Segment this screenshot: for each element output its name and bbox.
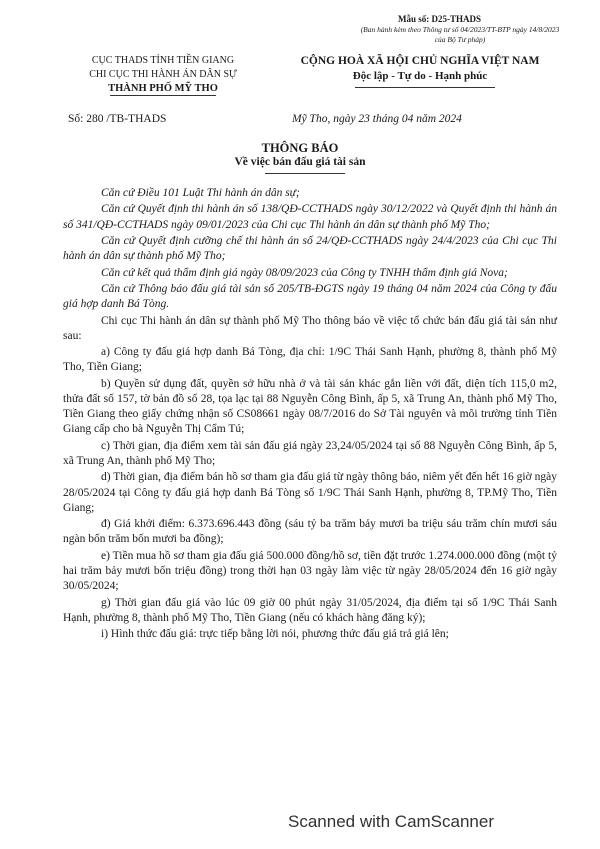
document-body	[63, 186, 557, 644]
item-paragraph: g) Thời gian đấu giá vào lúc 09 giờ 00 phút ngày 31/05/2024, địa điểm tại số 1/9C Thái Sanh Hạnh, phường 8, thành phố Mỹ Tho, Tiền Giang (nếu có khách hàng đăng ký);	[63, 596, 557, 624]
intro-paragraph: Chi cục Thi hành án dân sự thành phố Mỹ Tho thông báo về việc tổ chức bán đấu giá tài sản như sau:	[63, 314, 557, 342]
item-paragraph: c) Thời gian, địa điểm xem tài sản đấu giá ngày 23,24/05/2024 tại số 88 Nguyễn Công Bình, ấp 5, xã Trung An, thành phố Mỹ Tho;	[63, 439, 557, 467]
form-note: (Ban hành kèm theo Thông tư số 04/2023/TT-BTP ngày 14/8/2023 của Bộ Tư pháp)	[360, 25, 560, 44]
document-title: THÔNG BÁO	[261, 141, 339, 155]
basis-paragraph: Căn cứ Quyết định thi hành án số 138/QĐ-CCTHADS ngày 30/12/2022 và Quyết định thi hành án số 341/QĐ-CCTHADS ngày 09/01/2023 của Chi cục Thi hành án dân sự thành phố Mỹ Tho;	[63, 203, 557, 231]
basis-paragraph: Căn cứ kết quả thẩm định giá ngày 08/09/2023 của Công ty TNHH thẩm định giá Nova;	[101, 266, 508, 279]
basis-paragraph: Căn cứ Điều 101 Luật Thi hành án dân sự;	[101, 187, 300, 199]
national-header	[270, 54, 570, 84]
basis-paragraph: Căn cứ Thông báo đấu giá tài sản số 205/TB-ĐGTS ngày 19 tháng 04 năm 2024 của Công ty đấu giá hợp danh Bá Tòng.	[63, 282, 557, 311]
document-subtitle: Về việc bán đấu giá tài sản	[234, 156, 366, 168]
nation-motto: Độc lập - Tự do - Hạnh phúc	[352, 70, 488, 82]
item-paragraph: a) Công ty đấu giá hợp danh Bá Tòng, địa chỉ: 1/9C Thái Sanh Hạnh, phường 8, thành phố Mỹ Tho, Tiền Giang;	[63, 346, 557, 374]
nation-title: CỘNG HOÀ XÃ HỘI CHỦ NGHĨA VIỆT NAM	[300, 55, 540, 67]
org-line-2: CHI CỤC THI HÀNH ÁN DÂN SỰ	[89, 69, 237, 80]
item-paragraph: đ) Giá khởi điểm: 6.373.696.443 đồng (sáu tỷ ba trăm bảy mươi ba triệu sáu trăm chín mươi sáu ngàn bốn trăm bốn mươi ba đồng);	[63, 518, 557, 546]
item-paragraph: e) Tiền mua hồ sơ tham gia đấu giá 500.000 đồng/hồ sơ, tiền đặt trước 1.274.000.000 đồng (một tỷ hai trăm bảy mươi bốn triệu đồng) trong thời hạn 03 ngày làm việc từ ngày 28/05/2024 đến 16 giờ ngày 30/05/2024;	[63, 549, 557, 593]
document-number: Số: 280 /TB-THADS	[68, 113, 167, 125]
document-date: Mỹ Tho, ngày 23 tháng 04 năm 2024	[292, 113, 462, 125]
form-code: Mẫu số: D25-THADS	[398, 14, 482, 24]
subtitle-divider	[265, 173, 345, 174]
item-paragraph: d) Thời gian, địa điểm bán hồ sơ tham gia đấu giá từ ngày thông báo, niêm yết đến hết 16 giờ ngày 28/05/2024 tại Công ty đấu giá hợp danh Bá Tòng số 1/9C Thái Sanh Hạnh, phường 8, TP.Mỹ Tho, Tiền Giang;	[63, 471, 557, 514]
org-line-1: CỤC THADS TỈNH TIỀN GIANG	[91, 55, 235, 66]
scanner-watermark: Scanned with CamScanner	[288, 812, 495, 831]
basis-paragraph: Căn cứ Quyết định cưỡng chế thi hành án số 24/QĐ-CCTHADS ngày 24/4/2023 của Chi cục Thi hành án dân sự thành phố Mỹ Tho;	[63, 234, 557, 263]
motto-divider	[355, 87, 495, 88]
item-paragraph: i) Hình thức đấu giá: trực tiếp bằng lời nói, phương thức đấu giá trả giá lên;	[101, 628, 449, 641]
org-divider	[110, 95, 216, 96]
item-paragraph: b) Quyền sử dụng đất, quyền sở hữu nhà ở và tài sản khác gắn liền với đất, diện tích 115,0 m2, thửa đất số 157, tờ bản đồ số 28, tọa lạc tại 88 Nguyễn Công Bình, ấp 5, xã Trung An, thành phố Mỹ Tho, Tiền Giang theo giấy chứng nhận số CS08661 ngày 08/7/2016 do Sở Tài nguyên và môi trường tỉnh Tiền Giang cấp cho bà Nguyễn Thị Cẩm Tú;	[63, 377, 557, 436]
org-line-3: THÀNH PHỐ MỸ THO	[108, 83, 218, 94]
issuing-organization	[58, 54, 268, 96]
